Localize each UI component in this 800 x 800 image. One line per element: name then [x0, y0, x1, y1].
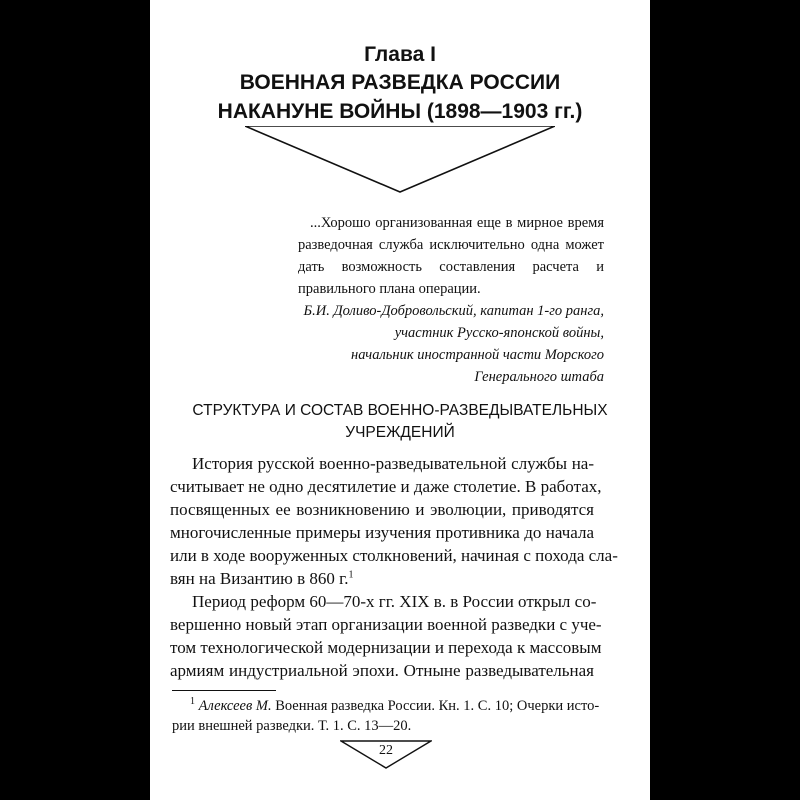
body-line-text: вян на Византию в 860 г.	[170, 569, 349, 588]
book-page	[150, 0, 650, 800]
epigraph	[298, 212, 604, 300]
body-line: посвященных ее возникновению и эволюции, приводятся	[170, 500, 594, 519]
footnote-number: 1	[190, 696, 195, 708]
chapter-title-line: НАКАНУНЕ ВОЙНЫ (1898—1903 гг.)	[217, 100, 583, 123]
section-title	[150, 400, 650, 444]
chapter-title-line: ВОЕННАЯ РАЗВЕДКА РОССИИ	[239, 71, 561, 94]
body-line: многочисленные примеры изучения противника до начала	[170, 523, 594, 542]
page-number-ornament	[340, 740, 432, 770]
body-line: армиям индустриальной эпохи. Отныне разведывательная	[170, 661, 594, 680]
attribution-line: Б.И. Доливо-Добровольский, капитан 1-го ранга,	[303, 303, 604, 319]
section-title-line: УЧРЕЖДЕНИЙ	[345, 424, 455, 441]
body-line	[170, 567, 594, 590]
footnote-author: Алексеев М.	[198, 698, 272, 714]
footnote-text: Военная разведка России. Кн. 1. С. 10; Очерки исто-	[271, 698, 600, 714]
body-line: или в ходе вооруженных столкновений, начиная с похода сла-	[170, 546, 618, 565]
page-number: 22	[379, 743, 393, 758]
attribution-line: участник Русско-японской войны, начальник иностранной части Морского Генерального штаба	[351, 325, 604, 385]
chapter-title	[150, 68, 650, 126]
body-text	[170, 452, 618, 682]
body-line: Период реформ 60—70-х гг. XIX в. в России открыл со-	[192, 592, 597, 611]
chapter-label: Глава I	[364, 43, 436, 66]
body-line: вершенно новый этап организации военной разведки с уче-	[170, 615, 602, 634]
body-line: История русской военно-разведывательной службы на-	[192, 454, 594, 473]
body-line: считывает не одно десятилетие и даже столетие. В работах,	[170, 477, 602, 496]
epigraph-attribution	[270, 300, 604, 388]
footnote-divider	[172, 690, 276, 691]
body-line: том технологической модернизации и перехода к массовым	[170, 638, 602, 657]
section-title-line: СТРУКТУРА И СОСТАВ ВОЕННО-РАЗВЕДЫВАТЕЛЬНЫХ	[192, 402, 608, 419]
epigraph-text: ...Хорошо организованная еще в мирное время разведочная служба исключительно одна может дать возможность составления расчета и правильного плана операции.	[298, 215, 604, 297]
footnote-reference: 1	[348, 569, 354, 581]
footnote	[172, 696, 600, 736]
footnote-line: рии внешней разведки. Т. 1. С. 13—20.	[172, 718, 412, 734]
triangle-ornament-icon	[245, 126, 555, 194]
footnote-line	[172, 696, 600, 716]
